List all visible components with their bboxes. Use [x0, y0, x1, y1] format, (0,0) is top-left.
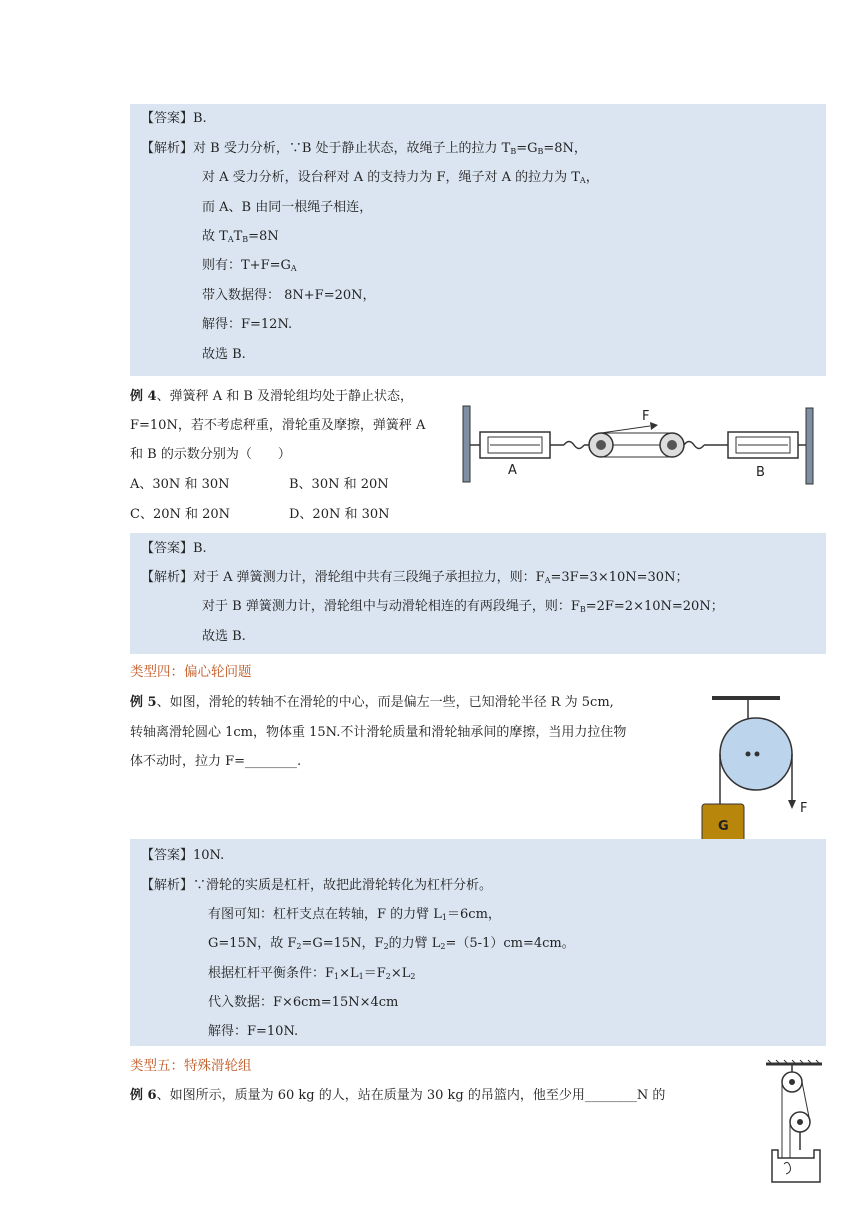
analysis-1-line-6: 带入数据得： 8N+F=20N， [202, 288, 376, 303]
analysis-2-line-1: 【解析】对于 A 弹簧测力计，滑轮组中共有三段绳子承担拉力，则：$F_A=3F=3\times 10N=30N$； [141, 570, 689, 585]
figure-label-a: A [508, 463, 517, 478]
option-c: C、20N 和 20N [130, 507, 231, 522]
example-4-line-3: 和 B 的示数分别为（ ） [130, 447, 291, 462]
answer-2: 【答案】B. [141, 541, 207, 556]
answer-1: 【答案】B. [141, 111, 207, 126]
section-heading-type-4: 类型四：偏心轮问题 [130, 664, 252, 680]
analysis-1-line-1: 【解析】对 B 受力分析，∵B 处于静止状态，故绳子上的拉力 $T_B=G_B=8N$， [141, 141, 587, 156]
analysis-1-line-8: 故选 B. [202, 347, 246, 362]
hanging-basket-pulley-figure [764, 1058, 824, 1184]
example-5-line-1: 例 5、如图，滑轮的转轴不在滑轮的中心，而是偏左一些，已知滑轮半径 R 为 5cm, [130, 695, 614, 710]
analysis-3-line-6: 解得：F=10N. [208, 1024, 299, 1039]
analysis-3-line-3: G=15N，故 $F_2=G=15N$，$F_2$的力臂 $L_2=(5-1)cm=4cm$。 [208, 936, 575, 951]
analysis-2-line-3: 故选 B. [202, 629, 246, 644]
analysis-1-line-3: 而 A、B 由同一根绳子相连， [202, 200, 373, 215]
example-5-line-2: 转轴离滑轮圆心 1cm，物体重 15N.不计滑轮质量和滑轮轴承间的摩擦，当用力拉住物 [130, 725, 627, 740]
analysis-3-line-4: 根据杠杆平衡条件：$F_1\times L_1=F_2\times L_2$ [208, 966, 416, 981]
option-a: A、30N 和 30N [130, 477, 230, 492]
figure-force-label: F [800, 801, 808, 816]
spring-scale-pulley-figure [460, 402, 820, 486]
answer-3: 【答案】10N. [141, 848, 225, 863]
example-4-line-2: F=10N，若不考虑秤重，滑轮重及摩擦，弹簧秤 A [130, 418, 426, 433]
analysis-1-line-2: 对 A 受力分析，设台秤对 A 的支持力为 F，绳子对 A 的拉力为 $T_A$， [202, 170, 599, 185]
option-b: B、30N 和 20N [289, 477, 389, 492]
section-heading-type-5: 类型五：特殊滑轮组 [130, 1058, 252, 1074]
analysis-3-line-1: 【解析】∵滑轮的实质是杠杆，故把此滑轮转化为杠杆分析。 [141, 878, 493, 893]
figure-weight-label: G [718, 819, 729, 834]
analysis-1-line-4: 故 $T_AT_B=8N$ [202, 229, 279, 244]
example-6-line-1: 例 6、如图所示，质量为 60 kg 的人，站在质量为 30 kg 的吊篮内，他至少用________N 的 [130, 1088, 666, 1103]
example-4-line-1: 例 4、弹簧秤 A 和 B 及滑轮组均处于静止状态， [130, 389, 414, 404]
figure-label-b: B [756, 465, 765, 480]
option-d: D、20N 和 30N [289, 507, 390, 522]
analysis-2-line-2: 对于 B 弹簧测力计，滑轮组中与动滑轮相连的有两段绳子，则：$F_B=2F=2\times 10N=20N$； [202, 599, 724, 614]
eccentric-pulley-figure [696, 692, 816, 848]
analysis-3-line-2: 有图可知：杠杆支点在转轴，F 的力臂 $L_1=6cm$， [208, 907, 501, 922]
example-5-line-3: 体不动时，拉力 F=________. [130, 754, 302, 769]
analysis-1-line-7: 解得：F=12N. [202, 317, 293, 332]
analysis-1-line-5: 则有：$T+F=G_A$ [202, 258, 297, 273]
analysis-3-line-5: 代入数据：F×6cm=15N×4cm [208, 995, 399, 1010]
figure-label-f: F [642, 409, 650, 424]
